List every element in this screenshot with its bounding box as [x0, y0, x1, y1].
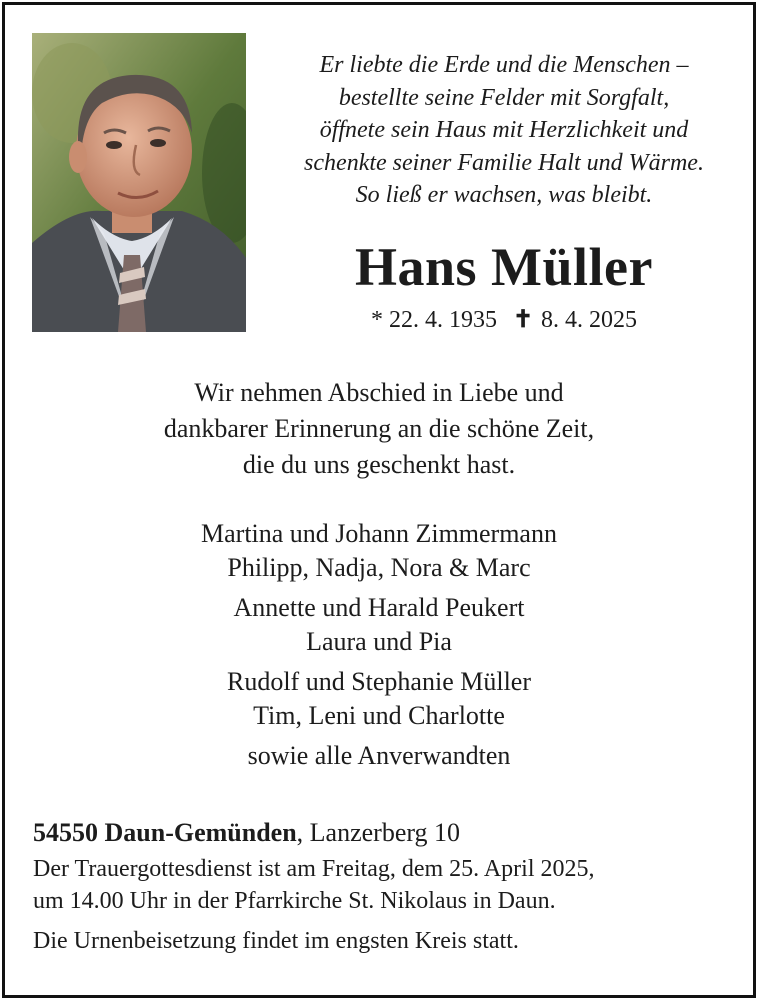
- deceased-name: Hans Müller: [355, 237, 653, 297]
- farewell-line: dankbarer Erinnerung an die schöne Zeit,: [163, 414, 595, 443]
- address-separator: ,: [296, 818, 310, 847]
- family-children: Philipp, Nadja, Nora & Marc: [227, 553, 531, 582]
- family-parents: Rudolf und Stephanie Müller: [226, 667, 531, 696]
- poem-line: schenkte seiner Familie Halt und Wärme.: [304, 149, 704, 176]
- family-closing: sowie alle Anverwandten: [247, 741, 511, 770]
- service-line: Der Trauergottesdienst ist am Freitag, dem 25. April 2025,: [33, 856, 595, 882]
- poem-line: So ließ er wachsen, was bleibt.: [355, 182, 653, 208]
- obituary-notice: [2, 2, 756, 998]
- family-group: [5, 591, 753, 659]
- address-city: 54550 Daun-Gemünden: [33, 818, 297, 847]
- life-dates: [263, 303, 745, 337]
- birth-date: * 22. 4. 1935: [370, 307, 497, 333]
- family-parents: Annette und Harald Peukert: [233, 593, 525, 622]
- burial-note: Die Urnenbeisetzung findet im engsten Kreis statt.: [33, 928, 519, 954]
- death-date: 8. 4. 2025: [541, 307, 638, 333]
- poem-line: Er liebte die Erde und die Menschen –: [319, 52, 689, 78]
- poem: [263, 49, 745, 212]
- farewell-line: die du uns geschenkt hast.: [242, 450, 516, 479]
- cross-icon: ✝: [512, 307, 534, 333]
- farewell-line: Wir nehmen Abschied in Liebe und: [194, 378, 564, 407]
- family-group: [5, 665, 753, 733]
- address-street: Lanzerberg 10: [309, 818, 461, 847]
- family-children: Laura und Pia: [306, 627, 452, 656]
- service-info: [33, 817, 745, 957]
- address: [33, 817, 745, 849]
- mourners-list: [5, 517, 753, 773]
- family-children: Tim, Leni und Charlotte: [253, 701, 505, 730]
- poem-line: bestellte seine Felder mit Sorgfalt,: [338, 84, 670, 111]
- portrait-photo: [32, 33, 246, 332]
- service-line: um 14.00 Uhr in der Pfarrkirche St. Nikolaus in Daun.: [33, 888, 556, 914]
- family-group: [5, 517, 753, 585]
- family-parents: Martina und Johann Zimmermann: [201, 519, 557, 548]
- poem-line: öffnete sein Haus mit Herzlichkeit und: [319, 117, 689, 143]
- farewell-text: [5, 375, 753, 483]
